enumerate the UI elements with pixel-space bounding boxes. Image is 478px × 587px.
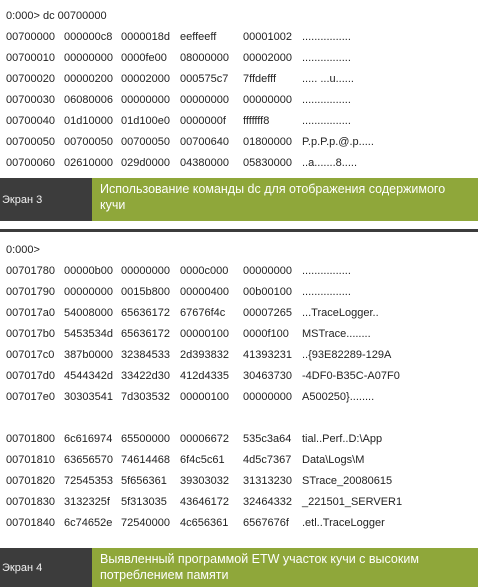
- hex-cell: 00000400: [180, 286, 229, 298]
- caption-screen-4: [0, 548, 478, 587]
- dump-row: [0, 492, 478, 513]
- dump-row: [0, 387, 478, 408]
- address-cell: 00700060: [6, 157, 55, 169]
- hex-cell: 00002000: [121, 73, 170, 85]
- hex-cell: 65636172: [121, 328, 170, 340]
- dump-row: [0, 111, 478, 132]
- caption-label: Экран 3: [0, 178, 92, 221]
- hex-cell: 65636172: [121, 307, 170, 319]
- hex-cell: 74614468: [121, 454, 170, 466]
- hex-cell: 43646172: [180, 496, 229, 508]
- dump-row: [0, 282, 478, 303]
- hex-cell: 00000200: [64, 73, 113, 85]
- address-cell: 00700010: [6, 52, 55, 64]
- hex-cell: 63656570: [64, 454, 113, 466]
- hex-cell: 00700640: [180, 136, 229, 148]
- hex-cell: 029d0000: [121, 157, 170, 169]
- ascii-cell: ..... ...u......: [302, 73, 354, 85]
- dump-row: [0, 69, 478, 90]
- hex-cell: 00000000: [243, 391, 292, 403]
- hex-cell: 00000100: [180, 391, 229, 403]
- dump-row: [0, 450, 478, 471]
- hex-cell: 00000b00: [64, 265, 113, 277]
- hex-cell: 4c656361: [180, 517, 229, 529]
- hex-cell: 6567676f: [243, 517, 289, 529]
- dump-row: [0, 471, 478, 492]
- address-cell: 007017e0: [6, 391, 55, 403]
- address-cell: 007017c0: [6, 349, 55, 361]
- hex-cell: 00000000: [64, 52, 113, 64]
- address-cell: 007017d0: [6, 370, 55, 382]
- hex-cell: 7d303532: [121, 391, 170, 403]
- address-cell: 00700020: [6, 73, 55, 85]
- ascii-cell: P.p.P.p.@.p.....: [302, 136, 374, 148]
- ascii-cell: Data\Logs\M: [302, 454, 365, 466]
- hex-cell: 00000000: [243, 94, 292, 106]
- hex-cell: 2d393832: [180, 349, 229, 361]
- hex-cell: 01d10000: [64, 115, 113, 127]
- ascii-cell: A500250}........: [302, 391, 375, 403]
- dump-row: [0, 366, 478, 387]
- hex-cell: 39303032: [180, 475, 229, 487]
- hex-cell: 3132325f: [64, 496, 110, 508]
- hex-cell: 01800000: [243, 136, 292, 148]
- hex-cell: 02610000: [64, 157, 113, 169]
- hex-cell: 412d4335: [180, 370, 229, 382]
- hex-cell: 4d5c7367: [243, 454, 292, 466]
- ascii-cell: ................: [302, 94, 351, 106]
- hex-cell: 30303541: [64, 391, 113, 403]
- hex-cell: 00700050: [64, 136, 113, 148]
- hex-cell: 0000f100: [243, 328, 289, 340]
- command-line: 0:000> dc 00700000: [6, 10, 107, 22]
- hex-cell: 6f4c5c61: [180, 454, 225, 466]
- caption-text: Выявленный программой ETW участок кучи с высоким потреблением памяти: [92, 548, 478, 587]
- dump-row: [0, 345, 478, 366]
- ascii-cell: STrace_20080615: [302, 475, 393, 487]
- hex-cell: 08000000: [180, 52, 229, 64]
- hex-cell: 54008000: [64, 307, 113, 319]
- hex-cell: 0000000f: [180, 115, 226, 127]
- hex-cell: 32464332: [243, 496, 292, 508]
- ascii-cell: ................: [302, 115, 351, 127]
- blank-line: [0, 408, 478, 429]
- address-cell: 00700050: [6, 136, 55, 148]
- ascii-cell: ...TraceLogger..: [302, 307, 379, 319]
- address-cell: 00700030: [6, 94, 55, 106]
- hex-cell: 000575c7: [180, 73, 229, 85]
- dump-row: [0, 48, 478, 69]
- hex-cell: 72540000: [121, 517, 170, 529]
- address-cell: 00701820: [6, 475, 55, 487]
- hex-cell: 00000000: [121, 94, 170, 106]
- dump-row: [0, 90, 478, 111]
- hex-cell: 00002000: [243, 52, 292, 64]
- caption-screen-3: [0, 178, 478, 221]
- ascii-cell: .etl..TraceLogger: [302, 517, 385, 529]
- hex-cell: 0000c000: [180, 265, 229, 277]
- hex-cell: 4544342d: [64, 370, 113, 382]
- hex-cell: 65500000: [121, 433, 170, 445]
- hex-cell: 05830000: [243, 157, 292, 169]
- dump-row: [0, 513, 478, 534]
- caption-label: Экран 4: [0, 548, 92, 587]
- hex-cell: 0000fe00: [121, 52, 167, 64]
- address-cell: 00701830: [6, 496, 55, 508]
- dump-row: [0, 153, 478, 174]
- hex-cell: 535c3a64: [243, 433, 292, 445]
- hex-cell: 6c74652e: [64, 517, 113, 529]
- dump-row: [0, 132, 478, 153]
- ascii-cell: ................: [302, 265, 351, 277]
- hex-cell: 00700050: [121, 136, 170, 148]
- memory-dump-2: [0, 240, 478, 534]
- dump-row: [0, 303, 478, 324]
- hex-cell: eeffeeff: [180, 31, 217, 43]
- dump-row: [0, 261, 478, 282]
- hex-cell: 7ffdefff: [243, 73, 277, 85]
- hex-cell: 00006672: [180, 433, 229, 445]
- address-cell: 007017b0: [6, 328, 55, 340]
- caption-text: Использование команды dc для отображения содержимого кучи: [92, 178, 478, 221]
- address-cell: 00701840: [6, 517, 55, 529]
- hex-cell: 41393231: [243, 349, 292, 361]
- ascii-cell: ..{93E82289-129A: [302, 349, 392, 361]
- address-cell: 00701810: [6, 454, 55, 466]
- hex-cell: 04380000: [180, 157, 229, 169]
- hex-cell: 5f656361: [121, 475, 167, 487]
- hex-cell: 00000100: [180, 328, 229, 340]
- hex-cell: 5453534d: [64, 328, 113, 340]
- hex-cell: 00007265: [243, 307, 292, 319]
- hex-cell: 00b00100: [243, 286, 292, 298]
- dump-row: [0, 324, 478, 345]
- address-cell: 00700040: [6, 115, 55, 127]
- ascii-cell: tial..Perf..D:\App: [302, 433, 383, 445]
- hex-cell: fffffff8: [243, 115, 270, 127]
- hex-cell: 00000000: [180, 94, 229, 106]
- hex-cell: 387b0000: [64, 349, 113, 361]
- hex-cell: 30463730: [243, 370, 292, 382]
- dump-row: [0, 27, 478, 48]
- hex-cell: 01d100e0: [121, 115, 170, 127]
- address-cell: 007017a0: [6, 307, 55, 319]
- hex-cell: 0015b800: [121, 286, 170, 298]
- hex-cell: 31313230: [243, 475, 292, 487]
- hex-cell: 000000c8: [64, 31, 113, 43]
- hex-cell: 00001002: [243, 31, 292, 43]
- command-line: 0:000>: [6, 244, 40, 256]
- hex-cell: 0000018d: [121, 31, 170, 43]
- ascii-cell: -4DF0-B35C-A07F0: [302, 370, 400, 382]
- hex-cell: 00000000: [243, 265, 292, 277]
- ascii-cell: ..a.......8.....: [302, 157, 358, 169]
- ascii-cell: MSTrace........: [302, 328, 371, 340]
- ascii-cell: ................: [302, 52, 351, 64]
- address-cell: 00701790: [6, 286, 55, 298]
- hex-cell: 00000000: [64, 286, 113, 298]
- hex-cell: 67676f4c: [180, 307, 226, 319]
- hex-cell: 33422d30: [121, 370, 170, 382]
- section-divider: [0, 229, 478, 232]
- hex-cell: 00000000: [121, 265, 170, 277]
- ascii-cell: ................: [302, 31, 351, 43]
- hex-cell: 32384533: [121, 349, 170, 361]
- dump-row: [0, 429, 478, 450]
- ascii-cell: _221501_SERVER1: [302, 496, 403, 508]
- hex-cell: 5f313035: [121, 496, 167, 508]
- ascii-cell: ................: [302, 286, 351, 298]
- address-cell: 00700000: [6, 31, 55, 43]
- address-cell: 00701780: [6, 265, 55, 277]
- address-cell: 00701800: [6, 433, 55, 445]
- hex-cell: 72545353: [64, 475, 113, 487]
- hex-cell: 6c616974: [64, 433, 113, 445]
- hex-cell: 06080006: [64, 94, 113, 106]
- memory-dump-1: [0, 6, 478, 174]
